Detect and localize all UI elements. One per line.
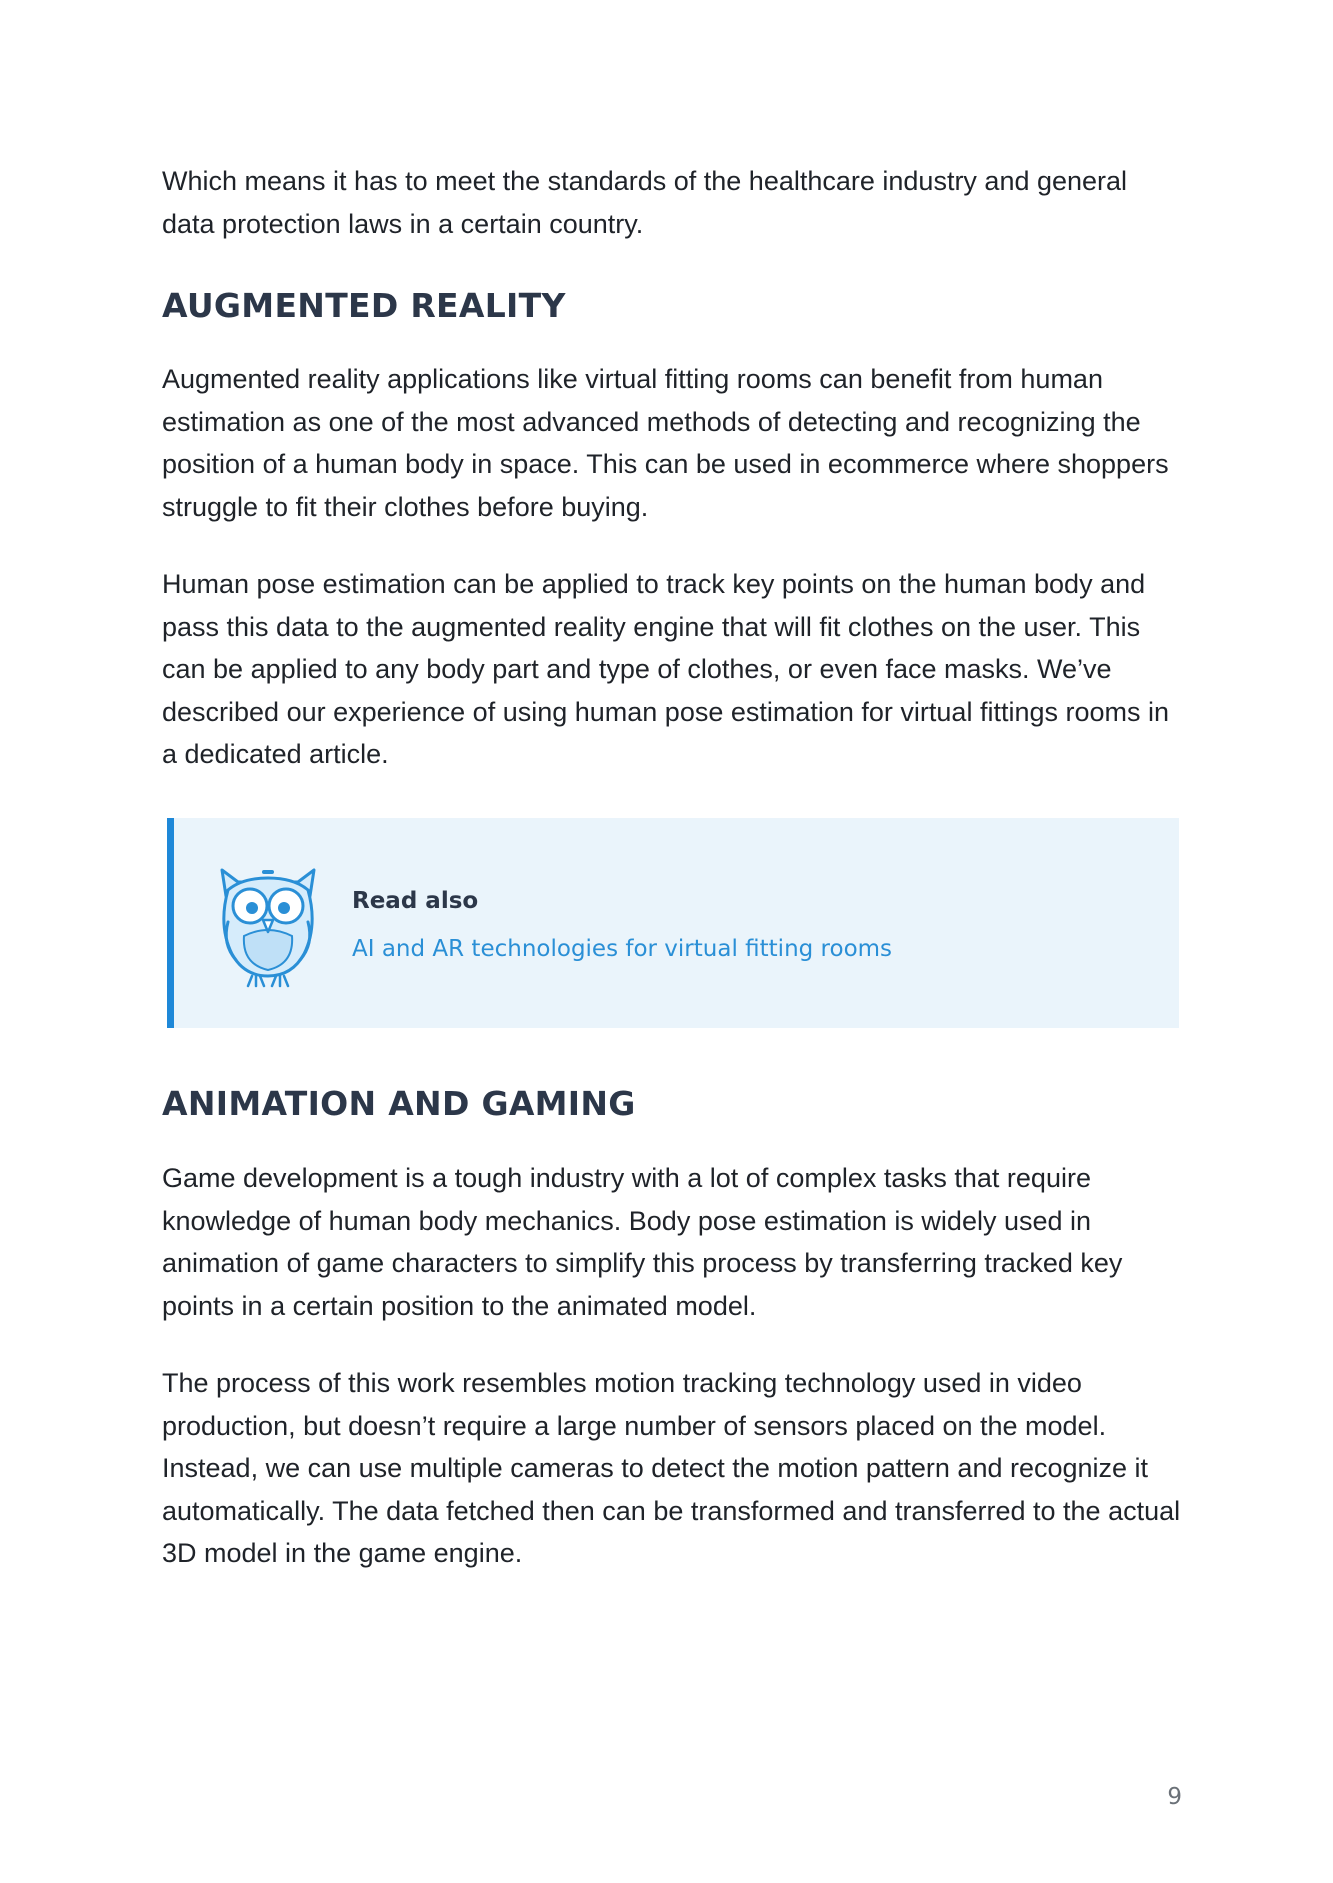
gaming-paragraph-2: The process of this work resembles motion tracking technology used in video production, but doesn’t require a large number of sensors placed on the model. Instead, we can use multiple cameras to detect the motion pattern and recognize it automatically. The data fetched then can be transformed and transferred to the actual 3D model in the game engine. bbox=[162, 1368, 1181, 1568]
section-heading-augmented-reality: AUGMENTED REALITY bbox=[162, 286, 566, 325]
section-heading-animation-gaming: ANIMATION AND GAMING bbox=[162, 1084, 636, 1123]
read-also-article-link[interactable]: AI and AR technologies for virtual fitting rooms bbox=[352, 936, 893, 962]
owl-icon bbox=[214, 856, 322, 988]
ar-paragraph-1: Augmented reality applications like virtual fitting rooms can benefit from human estimation as one of the most advanced methods of detecting and recognizing the position of a human body in space. This can be used in ecommerce where shoppers struggle to fit their clothes before buying. bbox=[162, 364, 1169, 522]
ar-paragraph-2: Human pose estimation can be applied to track key points on the human body and pass this data to the augmented reality engine that will fit clothes on the user. This can be applied to any body part and type of clothes, or even face masks. We’ve described our experience of using human pose estimation for virtual fittings rooms in a dedicated article. bbox=[162, 569, 1170, 769]
page-number: 9 bbox=[1167, 1784, 1182, 1810]
intro-paragraph: Which means it has to meet the standards of the healthcare industry and general data protection laws in a certain country. bbox=[162, 166, 1128, 239]
gaming-paragraph-1: Game development is a tough industry with a lot of complex tasks that require knowledge of human body mechanics. Body pose estimation is widely used in animation of game characters to simplify this process by transferring tracked key points in a certain position to the animated model. bbox=[162, 1163, 1123, 1321]
read-also-callout bbox=[167, 818, 1179, 1028]
read-also-title: Read also bbox=[352, 888, 479, 914]
